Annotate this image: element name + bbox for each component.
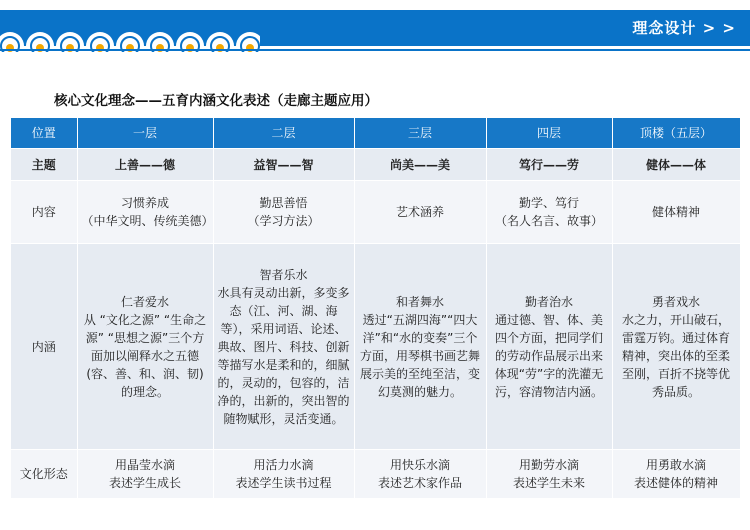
row-label: 文化形态 xyxy=(11,450,77,499)
section-title: 理念设计 > > xyxy=(632,19,736,37)
column-header: 四层 xyxy=(486,118,612,149)
culture-table xyxy=(11,118,741,499)
header-divider xyxy=(0,49,750,51)
table-cell xyxy=(213,244,354,450)
detail-body: 通过德、智、体、美四个方面，把同学们的劳动作品展示出来体现“劳”字的洗灌无污，容清物洁内涵。 xyxy=(494,312,604,399)
column-header: 位置 xyxy=(11,118,77,149)
table-cell: 笃行——劳 xyxy=(486,149,612,181)
row-label: 内容 xyxy=(11,181,77,244)
detail-lead: 和者舞水 xyxy=(395,294,444,309)
table-cell: 益智——智 xyxy=(213,149,354,181)
table-cell: 用勇敢水滴 表述健体的精神 xyxy=(612,450,740,499)
column-header: 三层 xyxy=(354,118,486,149)
page-title: 核心文化理念——五育内涵文化表述（走廊主题应用） xyxy=(54,93,378,109)
row-label: 内涵 xyxy=(11,244,77,450)
table-cell: 健体精神 xyxy=(612,181,740,244)
column-header: 一层 xyxy=(77,118,213,149)
table-cell xyxy=(77,244,213,450)
table-header-row xyxy=(11,118,740,149)
table-cell xyxy=(354,244,486,450)
table-row-content xyxy=(11,181,740,244)
table-cell xyxy=(486,244,612,450)
detail-lead: 勤者治水 xyxy=(524,294,573,309)
table-cell: 艺术涵养 xyxy=(354,181,486,244)
detail-body: 透过“五湖四海”“四大洋”和“水的变奏”三个方面，用琴棋书画艺舞展示美的至纯至洁，变幻莫测的魅力。 xyxy=(359,312,480,399)
row-label: 主题 xyxy=(11,149,77,181)
table-cell: 习惯养成 （中华文明、传统美德） xyxy=(77,181,213,244)
table-row-detail xyxy=(11,244,740,450)
column-header: 二层 xyxy=(213,118,354,149)
table-cell: 用活力水滴 表述学生读书过程 xyxy=(213,450,354,499)
table-cell: 用晶莹水滴 表述学生成长 xyxy=(77,450,213,499)
table-cell: 用快乐水滴 表述艺术家作品 xyxy=(354,450,486,499)
column-header: 顶楼（五层） xyxy=(612,118,740,149)
table-cell: 尚美——美 xyxy=(354,149,486,181)
decorative-arcs-icon xyxy=(0,0,260,52)
table-cell: 勤学、笃行 （名人名言、故事） xyxy=(486,181,612,244)
table-row-culture xyxy=(11,450,740,499)
table-cell: 健体——体 xyxy=(612,149,740,181)
table-cell: 用勤劳水滴 表述学生未来 xyxy=(486,450,612,499)
table-cell: 勤思善悟 （学习方法） xyxy=(213,181,354,244)
detail-body: 水之力，开山破石，雷霆万钧。通过体育精神，突出体的至柔至刚，百折不挠等优秀品质。 xyxy=(621,312,730,399)
table-cell: 上善——德 xyxy=(77,149,213,181)
table-cell xyxy=(612,244,740,450)
detail-lead: 仁者爱水 xyxy=(120,294,169,309)
table-row-theme xyxy=(11,149,740,181)
detail-lead: 勇者戏水 xyxy=(651,294,700,309)
detail-lead: 智者乐水 xyxy=(259,267,308,282)
detail-body: 从 “文化之源” “生命之源” “思想之源”三个方面加以阐释水之五德(容、善、和、润、韧)的理念。 xyxy=(83,312,207,399)
detail-body: 水具有灵动出新，多变多态（江、河、湖、海等），采用词语、论述、典故、图片、科技、创新等描写水是柔和的，细腻的，灵动的，包容的，洁净的，出新的，突出智的随物赋形，灵活变通。 xyxy=(217,285,350,426)
header-bar xyxy=(0,0,750,52)
